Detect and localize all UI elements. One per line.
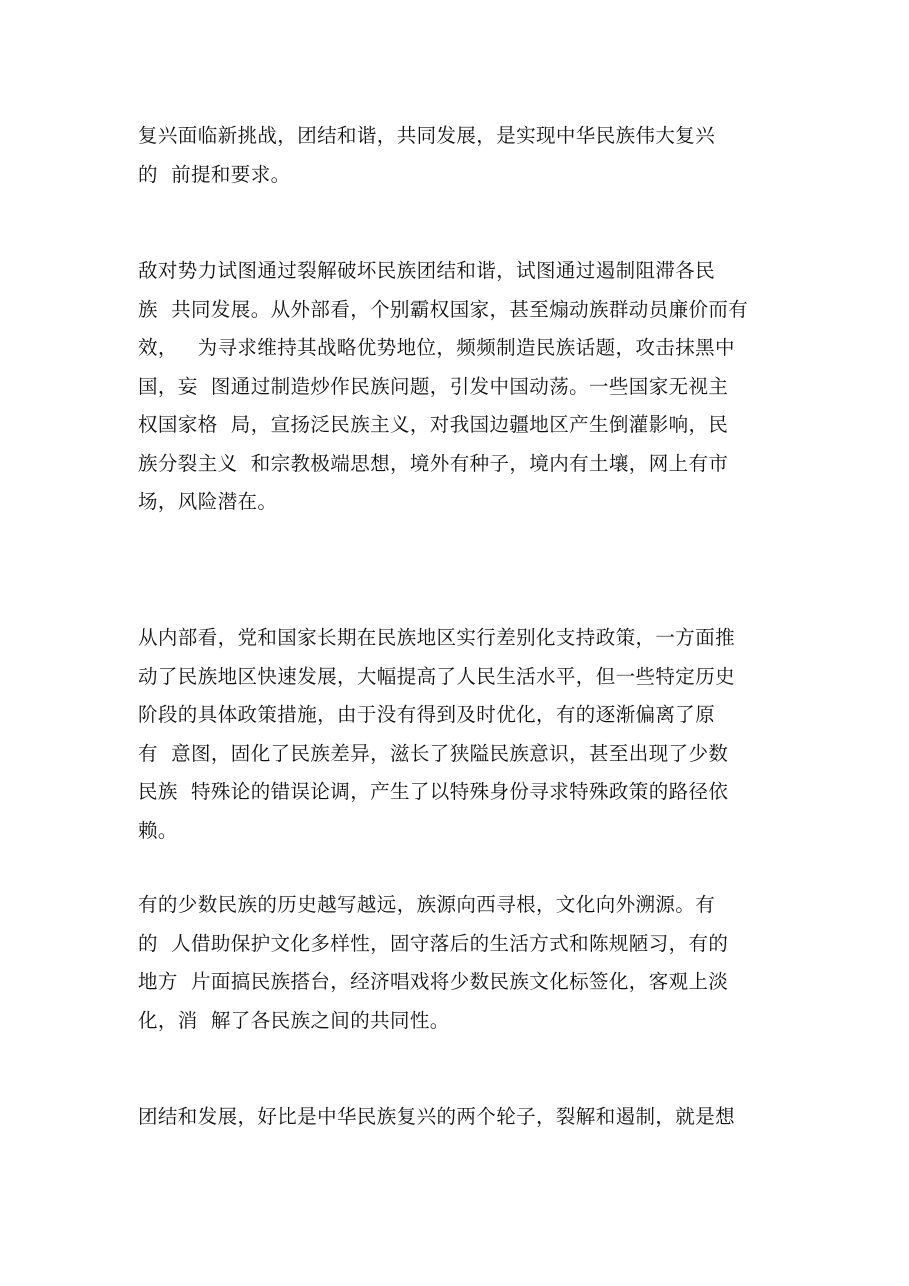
text-line: 动了民族地区快速发展，大幅提高了人民生活水平，但一些特定历史 xyxy=(138,664,736,688)
paragraph-1 xyxy=(138,117,778,194)
paragraph-5 xyxy=(138,1098,778,1137)
text-line: 效， 为寻求维持其战略优势地位，频频制造民族话题，攻击抹黑中 xyxy=(138,336,735,359)
text-line: 化，消 解了各民族之间的共同性。 xyxy=(138,1008,450,1032)
text-line: 阶段的具体政策措施，由于没有得到及时优化，有的逐渐偏离了原 xyxy=(138,703,716,726)
text-line: 地方 片面搞民族搭台，经济唱戏将少数民族文化标签化，客观上淡 xyxy=(138,970,729,993)
text-line: 有的少数民族的历史越写越远，族源向西寻根，文化向外溯源。有 xyxy=(138,893,716,916)
text-line: 民族 特殊论的错误论调，产生了以特殊身份寻求特殊政策的路径依 xyxy=(138,780,729,803)
text-line: 复兴面临新挑战，团结和谐，共同发展，是实现中华民族伟大复兴 xyxy=(138,124,716,147)
text-line: 权国家格 局，宣扬泛民族主义，对我国边疆地区产生倒灌影响，民 xyxy=(138,413,729,436)
text-line: 的 前提和要求。 xyxy=(138,162,291,186)
text-line: 有 意图，固化了民族差异，滋长了狭隘民族意识，甚至出现了少数 xyxy=(138,741,729,765)
text-line: 的 人借助保护文化多样性，固守落后的生活方式和陈规陋习，有的 xyxy=(138,931,729,955)
paragraph-3 xyxy=(138,619,778,850)
paragraph-2 xyxy=(138,252,778,522)
text-line: 场，风险潜在。 xyxy=(138,490,278,513)
text-line: 国，妄 图通过制造炒作民族问题，引发中国动荡。一些国家无视主 xyxy=(138,374,729,398)
paragraph-4 xyxy=(138,886,778,1040)
text-line: 团结和发展，好比是中华民族复兴的两个轮子，裂解和遏制，就是想 xyxy=(138,1105,736,1128)
text-line: 敌对势力试图通过裂解破坏民族团结和谐，试图通过遏制阻滞各民 xyxy=(138,259,716,282)
text-line: 族 共同发展。从外部看，个别霸权国家，甚至煽动族群动员廉价而有 xyxy=(138,297,749,321)
text-line: 族分裂主义 和宗教极端思想，境外有种子，境内有土壤，网上有市 xyxy=(138,451,729,475)
text-line: 赖。 xyxy=(138,818,178,842)
text-line: 从内部看，党和国家长期在民族地区实行差别化支持政策，一方面推 xyxy=(138,626,736,649)
